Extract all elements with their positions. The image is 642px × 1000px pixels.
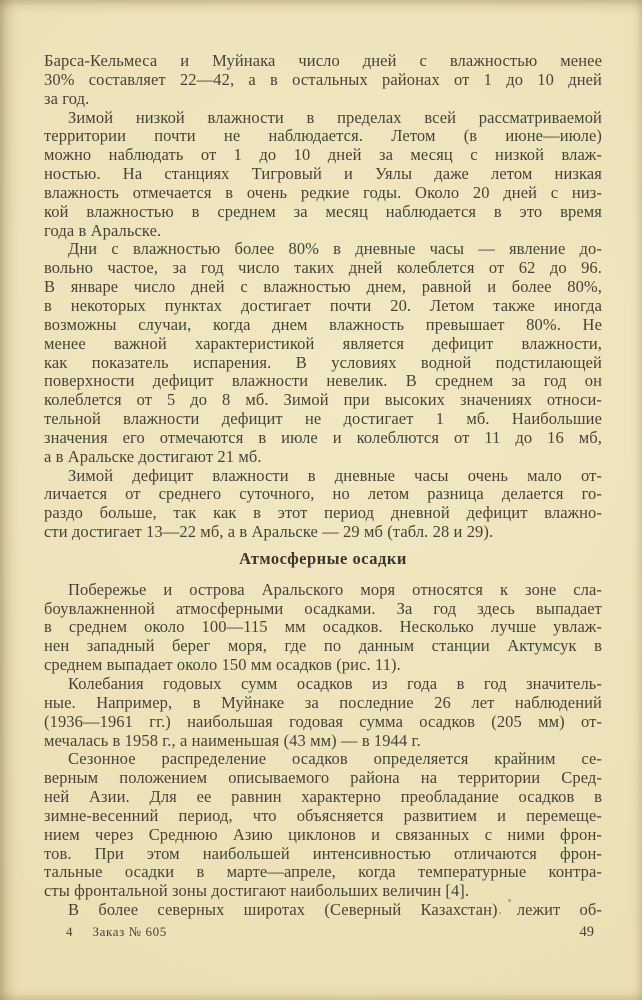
text-line: возможны случаи, когда днем влажность превышает 80%. Не (44, 314, 602, 334)
text-line: тов. При этом наибольшей интенсивностью отличаются фрон- (44, 843, 602, 863)
text-line: ные. Например, в Муйнаке за последние 26 лет наблюдений (44, 692, 602, 712)
text-line: среднем выпадает около 150 мм осадков (рис. 11). (44, 655, 401, 675)
page-footer (66, 924, 594, 941)
text-line: Дни с влажностью более 80% в дневные часы — явление до- (68, 239, 602, 259)
text-line: Зимой дефицит влажности в дневные часы очень мало от- (68, 465, 602, 485)
paragraph (44, 901, 602, 920)
paragraph (44, 467, 602, 542)
text-line: В более северных широтах (Северный Казахстан) лежит об- (68, 900, 602, 920)
text-line: В январе число дней с влажностью днем, равной и более 80%, (44, 277, 602, 297)
text-line: менее важной характеристикой является дефицит влажности, (44, 333, 602, 353)
page-content (44, 52, 602, 920)
text-line: сти достигает 13—22 мб, а в Аральске — 29 мб (табл. 28 и 29). (44, 522, 494, 542)
text-line: тальные осадки в марте—апреле, когда температурные контра- (44, 862, 602, 882)
paragraph (44, 52, 602, 109)
text-line: влажность отмечается в очень редкие годы. Около 20 дней с низ- (44, 182, 602, 202)
paragraph (44, 750, 602, 901)
text-line: как показатель испарения. В условиях водной подстилающей (44, 352, 602, 372)
text-line: нием через Среднюю Азию циклонов и связанных с ними фрон- (44, 824, 602, 844)
text-line: Колебания годовых сумм осадков из года в год значитель- (68, 674, 602, 693)
text-line: поверхности дефицит влажности невелик. В среднем за год он (44, 371, 602, 391)
text-line: зимне-весенний период, что объясняется развитием и перемеще- (44, 805, 602, 825)
text-line: ней Азии. Для ее равнин характерно преобладание осадков в (44, 787, 602, 807)
signature-number: 4 (66, 924, 73, 939)
text-line: личается от среднего суточного, но летом разница делается го- (44, 484, 602, 504)
text-line: территории почти не наблюдается. Летом (в июне—июле) (44, 126, 602, 146)
text-line: верным положением описываемого района на территории Сред- (44, 768, 602, 788)
text-line: года в Аральске. (44, 220, 162, 240)
text-line: вольно частое, за год число таких дней колеблется от 62 до 96. (44, 258, 602, 278)
text-line: за год. (44, 88, 90, 108)
paragraph (44, 675, 602, 750)
paragraph (44, 240, 602, 466)
order-label: Заказ № 605 (92, 924, 167, 939)
text-line: Сезонное распределение осадков определяется крайним се- (68, 749, 602, 769)
text-line: 30% составляет 22—42, а в остальных районах от 1 до 10 дней (44, 69, 602, 89)
text-line: нен западный берег моря, где по данным станции Актумсук в (44, 636, 602, 656)
text-line: можно наблюдать от 1 до 10 дней за месяц с низкой влаж- (44, 145, 602, 165)
paragraph (44, 581, 602, 675)
text-line: в среднем около 100—115 мм осадков. Несколько лучше увлаж- (44, 617, 602, 637)
text-line: ностью. На станциях Тигровый и Уялы даже летом низкая (44, 164, 602, 184)
text-line: колеблется от 5 до 8 мб. Зимой при высоких значениях относи- (44, 390, 602, 410)
print-signature (66, 924, 167, 940)
text-line: Побережье и острова Аральского моря относятся к зоне сла- (68, 579, 602, 599)
page-number: 49 (579, 924, 594, 940)
text-line: в некоторых пунктах достигает почти 20. Летом также иногда (44, 295, 602, 315)
text-line: Зимой низкой влажности в пределах всей рассматриваемой (68, 107, 602, 127)
text-line: Барса-Кельмеса и Муйнака число дней с влажностью менее (44, 51, 602, 70)
text-line: боувлажненной атмосферными осадками. За год здесь выпадает (44, 598, 602, 618)
section-heading: Атмосферные осадки (239, 548, 407, 568)
text-line: сты фронтальной зоны достигают наибольших величин [4]. (44, 881, 470, 901)
text-line: мечалась в 1958 г., а наименьшая (43 мм) — в 1944 г. (44, 730, 421, 750)
text-line: тельной влажности дефицит не достигает 1 мб. Наибольшие (44, 409, 602, 429)
text-line: раздо больше, так как в этот период дневной дефицит влажно- (44, 503, 602, 523)
paragraph (44, 109, 602, 241)
text-line: кой влажностью в среднем за месяц наблюдается в это время (44, 201, 602, 221)
text-line: а в Аральске достигают 21 мб. (44, 446, 262, 466)
text-line: значения его отмечаются в июле и колеблются от 11 до 16 мб, (44, 427, 602, 447)
text-line: (1936—1961 гг.) наибольшая годовая сумма осадков (205 мм) от- (44, 711, 602, 731)
